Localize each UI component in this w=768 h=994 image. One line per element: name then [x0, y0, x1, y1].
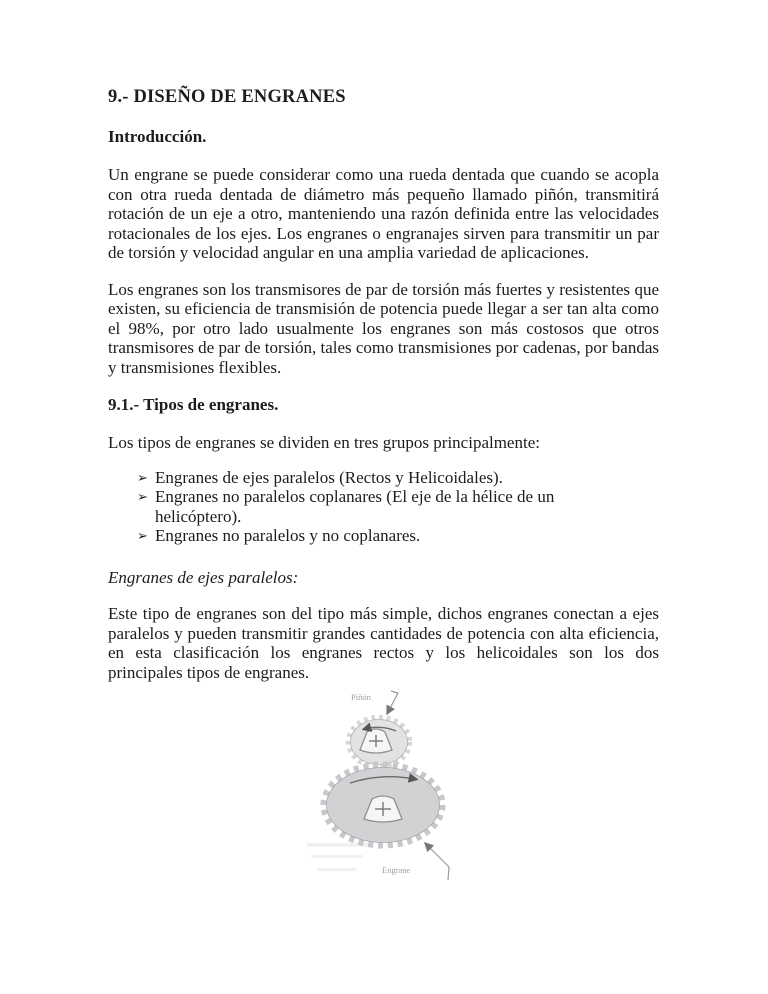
intro-paragraph-1: Un engrane se puede considerar como una rueda dentada que cuando se acopla con otra rueda dentada de diámetro más pequeño llamado piñón, transmitirá rotación de un eje a otro, manteniendo una razón definida entre las velocidades rotacionales de los ejes. Los engranes o engranajes sirven para transmitir un par de torsión y velocidad angular en una amplia variedad de aplicaciones. [108, 165, 659, 262]
section-heading: 9.1.- Tipos de engranes. [108, 395, 279, 414]
gear-label: Engrane [382, 865, 411, 875]
subsection-italic-heading: Engranes de ejes paralelos: [108, 567, 299, 587]
pinion-arrow [387, 691, 398, 714]
gear-figure [108, 683, 659, 888]
intro-heading: Introducción. [108, 127, 207, 146]
bullet-item [108, 487, 659, 526]
arrow-bullet-icon: ➢ [137, 528, 148, 543]
large-gear [324, 765, 442, 845]
bullet-list [108, 468, 659, 546]
bullet-item [108, 526, 659, 546]
pinion-label: Piñón [351, 692, 371, 702]
page-title: 9.- DISEÑO DE ENGRANES [108, 87, 346, 107]
scan-noise [307, 843, 373, 871]
section-paragraph: Este tipo de engranes son del tipo más simple, dichos engranes conectan a ejes paralelos y pueden transmitir grandes cantidades de potencia con alta eficiencia, en esta clasificación los engranes rectos y los helicoidales son los dos principales tipos de engranes. [108, 604, 659, 682]
bullet-item [108, 468, 659, 488]
bullet-list-intro: Los tipos de engranes se dividen en tres grupos principalmente: [108, 433, 540, 452]
arrow-bullet-icon: ➢ [137, 469, 148, 485]
gear-arrow [425, 843, 449, 880]
bullet-item-text: Engranes de ejes paralelos (Rectos y Helicoidales). [155, 467, 503, 487]
pinion-gear [349, 718, 409, 766]
intro-paragraph-2: Los engranes son los transmisores de par de torsión más fuertes y resistentes que existen, su eficiencia de transmisión de potencia puede llegar a ser tan alta como el 98%, por otro lado usualmente los engranes son más costosos que otros transmisores de par de torsión, tales como transmisiones por cadenas, por bandas y transmisiones flexibles. [108, 279, 659, 377]
document-content [108, 0, 659, 888]
bullet-item-text: Engranes no paralelos coplanares (El eje de la hélice de un helicóptero). [155, 487, 555, 526]
arrow-bullet-icon: ➢ [137, 489, 148, 504]
bullet-item-text: Engranes no paralelos y no coplanares. [155, 526, 421, 545]
gear-figure-image [297, 683, 517, 888]
